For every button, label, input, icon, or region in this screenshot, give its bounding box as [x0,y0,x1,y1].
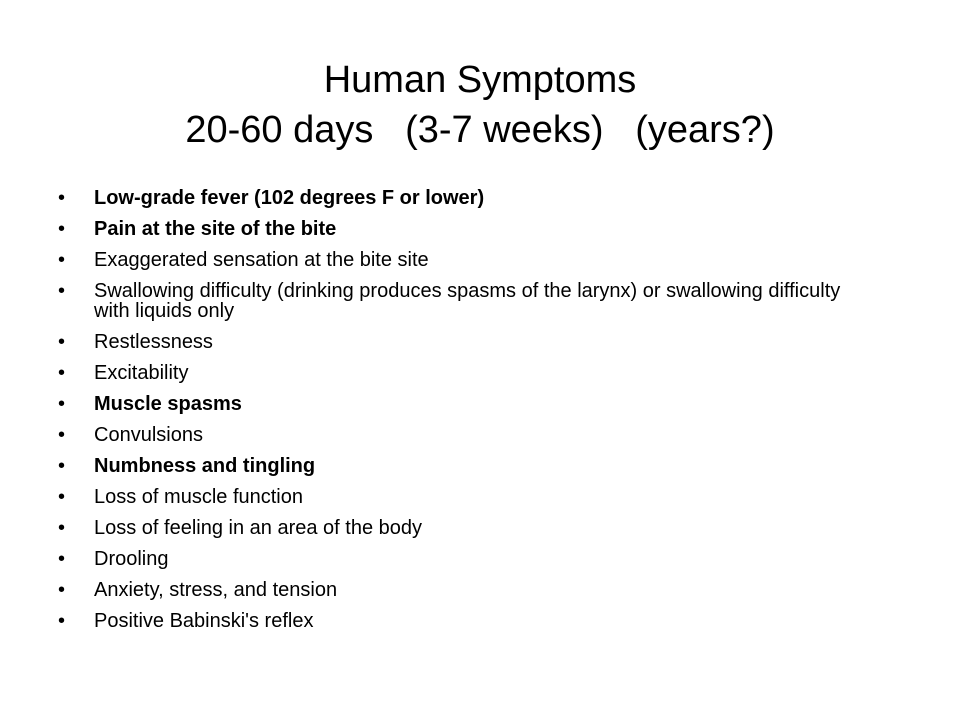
list-item [58,425,858,445]
list-item-text: Convulsions [94,424,203,446]
list-item [58,611,858,631]
list-item-text: Anxiety, stress, and tension [94,579,338,601]
list-item [58,363,858,383]
list-item [58,250,858,270]
list-item-text: Muscle spasms [94,393,242,415]
title-line-subtitle: 20-60 days (3-7 weeks) (years?) [185,109,775,152]
bullet-marker: • [58,424,66,446]
bullet-marker: • [58,331,66,353]
bullet-marker: • [58,548,66,570]
list-item [58,518,858,538]
bullet-marker: • [58,579,66,601]
bullet-marker: • [58,249,66,271]
list-item-text: Restlessness [94,331,213,353]
bullet-marker: • [58,393,66,415]
list-item [58,219,858,239]
list-item-text: Loss of muscle function [94,486,303,508]
list-item-text: Pain at the site of the bite [94,218,337,240]
list-item [58,332,858,352]
list-item [58,580,858,600]
bullet-marker: • [58,486,66,508]
list-item-text: Numbness and tingling [94,455,316,477]
list-item [58,281,858,321]
title-line-main: Human Symptoms [323,59,637,102]
list-item [58,456,858,476]
symptom-list [58,188,858,642]
list-item [58,549,858,569]
bullet-marker: • [58,517,66,539]
list-item-text: Loss of feeling in an area of the body [94,517,423,539]
list-item-text: Positive Babinski's reflex [94,610,314,632]
list-item-text: Drooling [94,548,169,570]
list-item-text: Exaggerated sensation at the bite site [94,249,429,271]
bullet-marker: • [58,455,66,477]
list-item [58,394,858,414]
list-item-text: Low-grade fever (102 degrees F or lower) [94,187,485,209]
bullet-marker: • [58,362,66,384]
list-item [58,188,858,208]
list-item [58,487,858,507]
list-item-text: Excitability [94,362,189,384]
slide-title [0,55,960,155]
list-item-text: Swallowing difficulty (drinking produces spasms of the larynx) or swallowing difficulty with liquids only [94,280,841,322]
bullet-marker: • [58,218,66,240]
bullet-marker: • [58,610,66,632]
bullet-marker: • [58,280,66,302]
bullet-marker: • [58,187,66,209]
